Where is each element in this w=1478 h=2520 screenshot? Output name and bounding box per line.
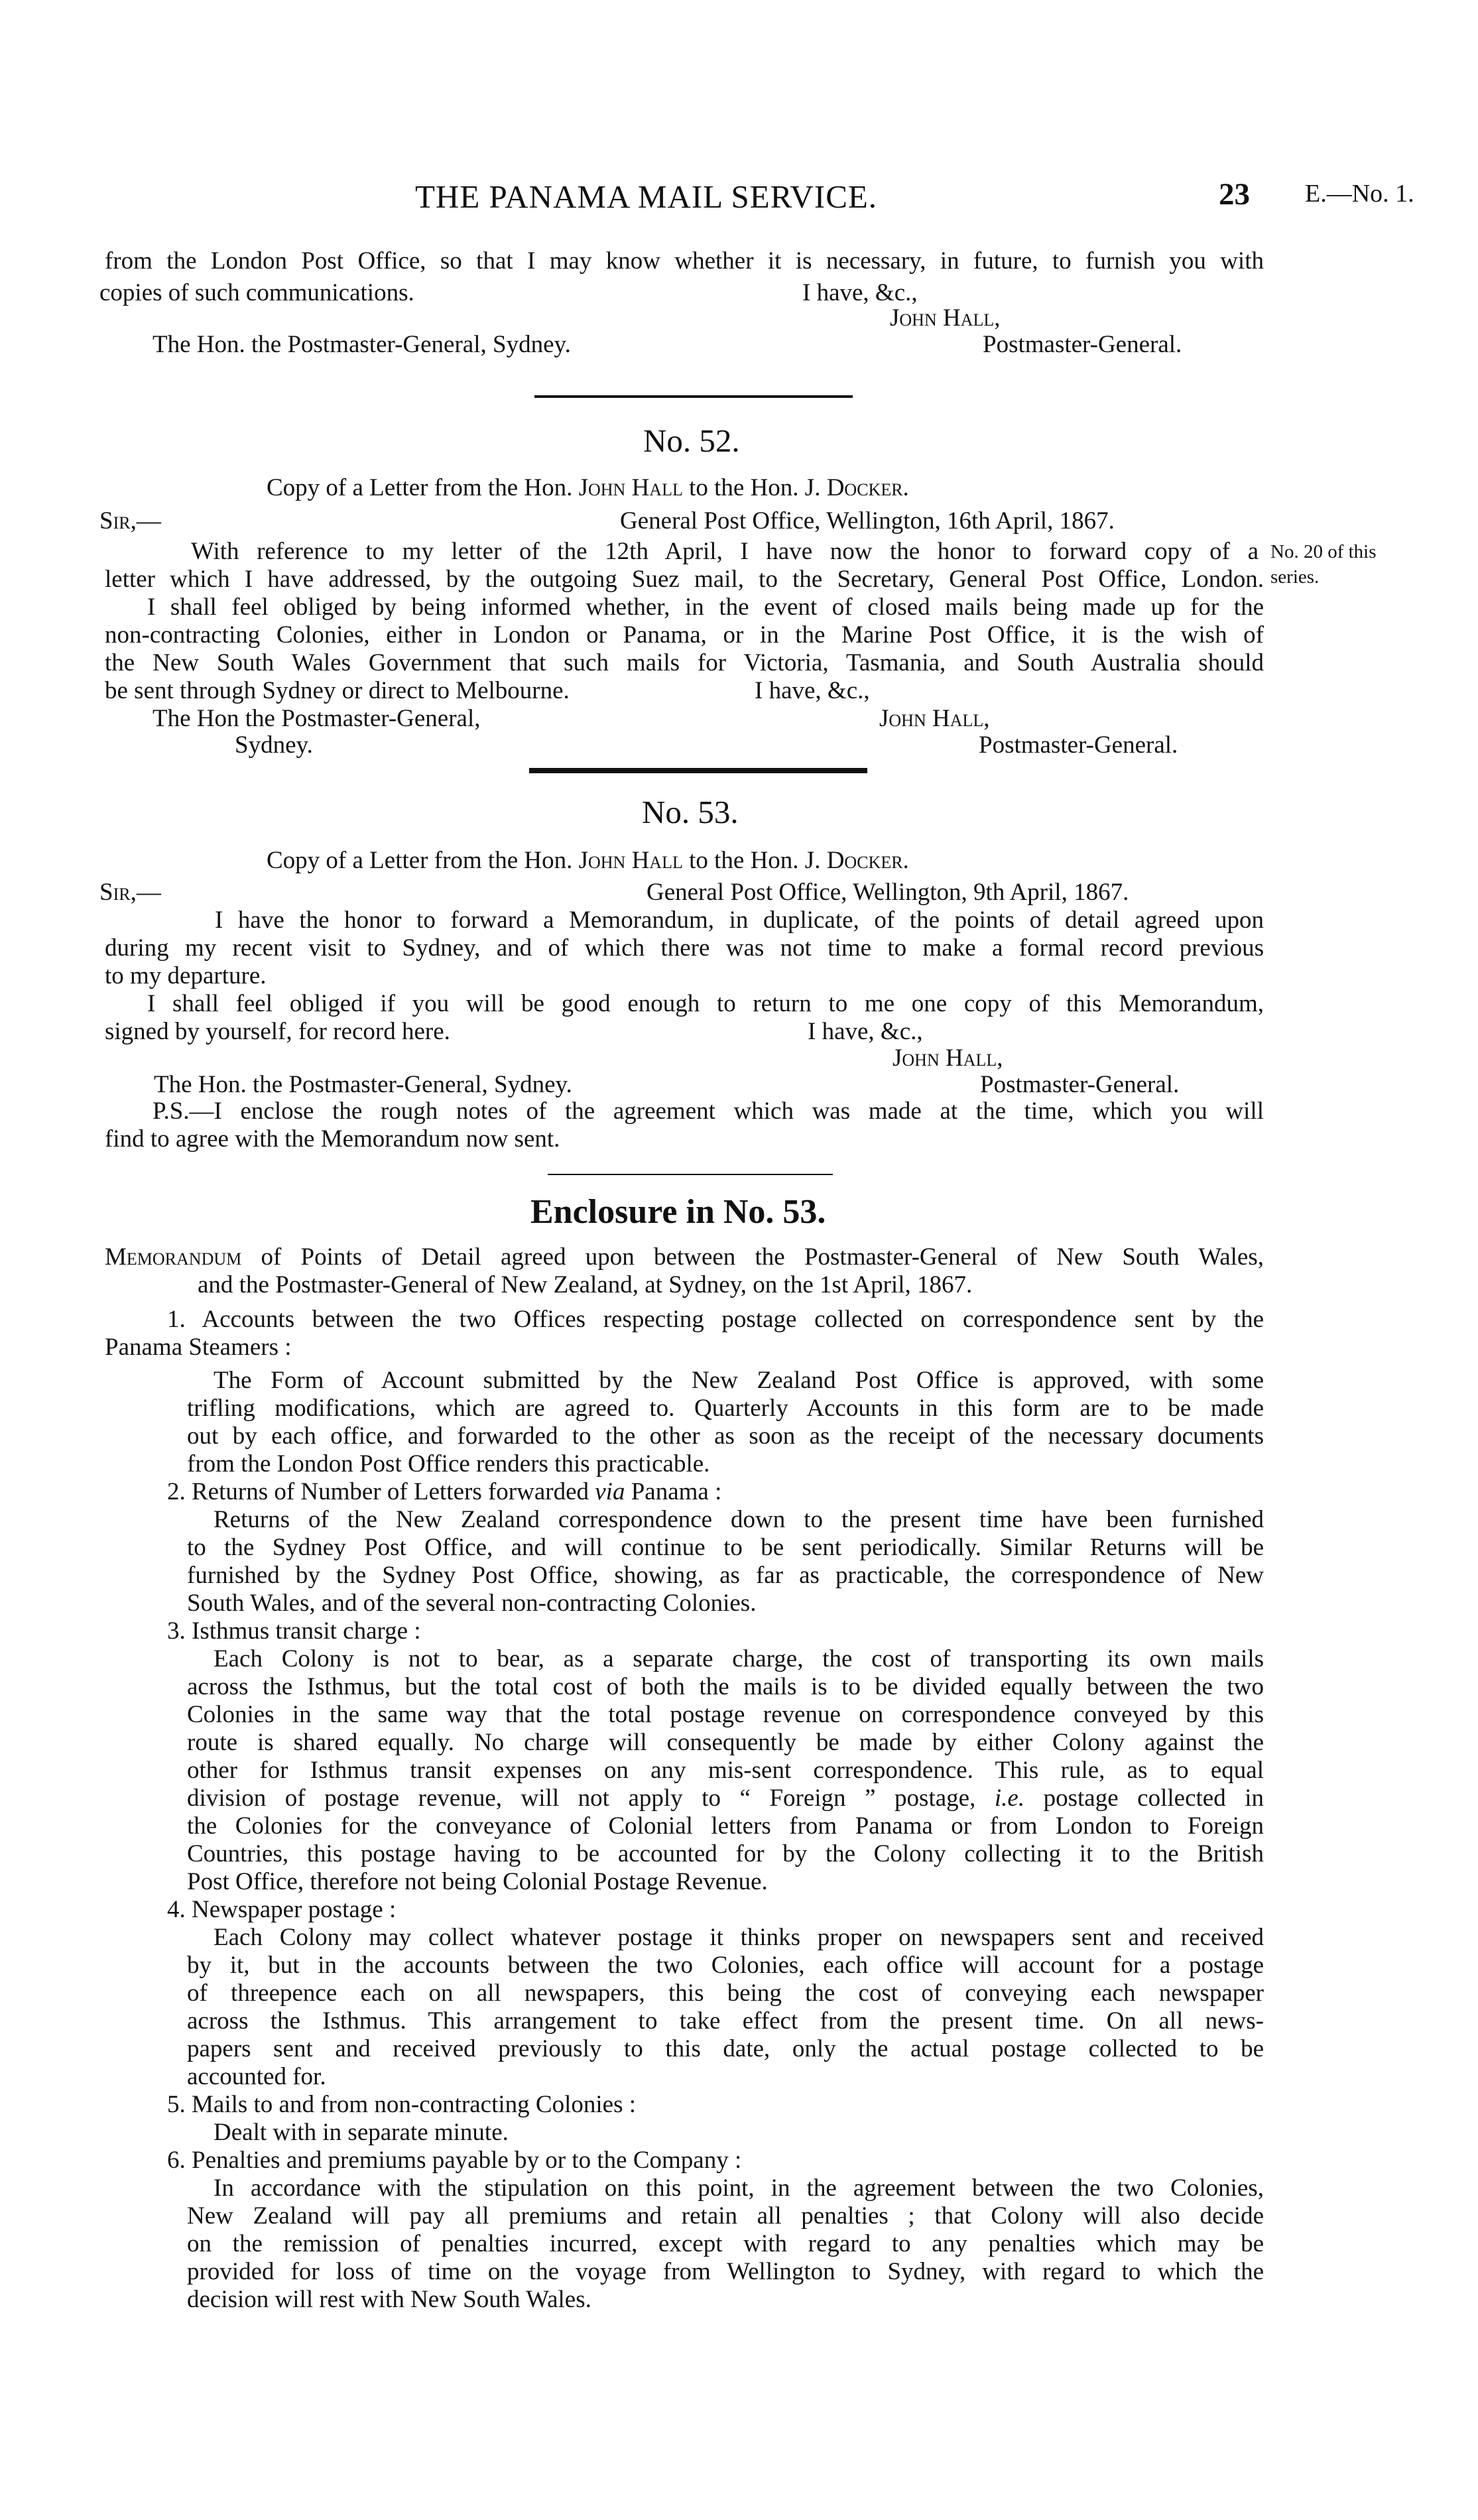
margin-note: No. 20 of this (1270, 541, 1377, 562)
body-line: be sent through Sydney or direct to Melbourne. (105, 677, 570, 704)
memo-line-italic: i.e. (994, 1785, 1025, 1812)
memo-line: In accordance with the stipulation on this point, in the agreement between the two Colonies, (214, 2174, 1264, 2202)
memo-point-heading (167, 1476, 721, 1508)
body-line: letter which I have addressed, by the outgoing Suez mail, to the Secretary, General Post Office, London. (105, 566, 1264, 593)
memo-point-heading: 3. Isthmus transit charge : (167, 1617, 421, 1645)
letter-number-heading: No. 53. (642, 794, 739, 830)
letter-number-heading: No. 52. (643, 422, 740, 459)
memo-line: furnished by the Sydney Post Office, showing, as far as practicable, the correspondence of New (187, 1562, 1264, 1589)
body-line: With reference to my letter of the 12th April, I have now the honor to forward copy of a (191, 538, 1259, 565)
memo-line: Colonies in the same way that the total postage revenue on correspondence conveyed by this (187, 1701, 1264, 1728)
signatory-title: Postmaster-General. (983, 331, 1182, 358)
memo-line: Each Colony may collect whatever postage it thinks proper on newspapers sent and received (214, 1924, 1264, 1951)
letter-title (267, 845, 909, 877)
memo-point-text: Panama : (631, 1478, 722, 1505)
memo-line: out by each office, and forwarded to the other as soon as the receipt of the necessary documents (187, 1422, 1264, 1450)
memo-point-heading: 5. Mails to and from non-contracting Colonies : (167, 2091, 636, 2118)
memo-point-text: 2. Returns of Number of Letters forwarded (167, 1478, 589, 1505)
memo-line: trifling modifications, which are agreed to. Quarterly Accounts in this form are to be made (187, 1395, 1264, 1422)
memo-line: the Colonies for the conveyance of Colonial letters from Panama or from London to Foreign (187, 1812, 1264, 1840)
memo-line: New Zealand will pay all premiums and retain all penalties ; that Colony will also decide (187, 2202, 1264, 2230)
body-line: signed by yourself, for record here. (105, 1018, 450, 1045)
continuation-line: copies of such communications. (99, 279, 414, 306)
continuation-line: from the London Post Office, so that I may know whether it is necessary, in future, to furnish you with (105, 247, 1264, 275)
letter-closing: I have, &c., (755, 677, 870, 704)
signature: John Hall, (893, 1044, 1003, 1072)
memo-line: route is shared equally. No charge will consequently be made by either Colony against the (187, 1729, 1264, 1756)
addressee: Sydney. (235, 731, 313, 759)
section-divider (534, 395, 853, 398)
memo-line: provided for loss of time on the voyage from Wellington to Sydney, with regard to which the (187, 2258, 1264, 2285)
recipient-intro: to the Hon. J. (689, 474, 821, 501)
copy-intro: Copy of a Letter from the Hon. (267, 474, 573, 501)
memo-line: papers sent and received previously to this date, only the actual postage collected to be (187, 2035, 1264, 2062)
sender-name: John Hall (578, 474, 683, 501)
memo-line: South Wales, and of the several non-contracting Colonies. (187, 1590, 757, 1617)
margin-note: series. (1270, 566, 1320, 588)
body-line: non-contracting Colonies, either in London or Panama, or in the Marine Post Office, it is the wish of (105, 621, 1264, 649)
addressee: The Hon the Postmaster-General, (153, 705, 481, 732)
salutation: Sir,— (99, 879, 161, 906)
body-line: I shall feel obliged if you will be good enough to return to me one copy of this Memorandum, (147, 990, 1264, 1017)
memo-point-heading: 4. Newspaper postage : (167, 1896, 397, 1923)
page-number: 23 (1219, 177, 1250, 212)
postscript-line: P.S.—I enclose the rough notes of the agreement which was made at the time, which you will (153, 1098, 1264, 1125)
body-line: I have the honor to forward a Memorandum, in duplicate, of the points of detail agreed upon (215, 907, 1264, 934)
signatory-title: Postmaster-General. (979, 731, 1178, 759)
signature: John Hall, (890, 304, 1001, 332)
letter-closing: I have, &c., (808, 1018, 923, 1045)
body-line: I shall feel obliged by being informed whether, in the event of closed mails being made up for the (147, 594, 1264, 621)
memorandum-label: Memorandum (105, 1243, 242, 1271)
place-date: General Post Office, Wellington, 16th April, 1867. (620, 507, 1115, 535)
section-divider (548, 1174, 833, 1175)
recipient-intro: to the Hon. J. (689, 847, 821, 874)
body-line: during my recent visit to Sydney, and of which there was not time to make a formal record previous (105, 934, 1264, 962)
memo-line-text: postage collected in (1043, 1785, 1264, 1812)
memo-line: Countries, this postage having to be accounted for by the Colony collecting it to the British (187, 1840, 1264, 1867)
memo-line: Post Office, therefore not being Colonial Postage Revenue. (187, 1868, 768, 1895)
memo-line (187, 1783, 1264, 1814)
memo-point-heading: 1. Accounts between the two Offices respecting postage collected on correspondence sent by the (167, 1306, 1264, 1333)
memo-line: decision will rest with New South Wales. (187, 2286, 591, 2313)
salutation: Sir,— (99, 507, 161, 535)
memo-line: by it, but in the accounts between the two Colonies, each office will account for a postage (187, 1952, 1264, 1979)
memo-line-text: division of postage revenue, will not apply to “ Foreign ” postage, (187, 1785, 976, 1812)
memo-line: accounted for. (187, 2063, 326, 2090)
memo-line: of threepence each on all newspapers, this being the cost of conveying each newspaper (187, 1980, 1264, 2007)
memorandum-intro-text: and the Postmaster-General of New Zealand, at Sydney, on the 1st April, 1867. (198, 1271, 973, 1298)
memo-point-italic: via (595, 1478, 625, 1505)
memo-point-heading: 6. Penalties and premiums payable by or to the Company : (167, 2147, 742, 2174)
letter-title (267, 472, 909, 504)
memo-line: The Form of Account submitted by the New Zealand Post Office is approved, with some (214, 1367, 1264, 1394)
memo-point-heading: Panama Steamers : (105, 1334, 292, 1361)
running-header-title: THE PANAMA MAIL SERVICE. (415, 178, 878, 215)
memo-line: across the Isthmus, but the total cost of both the mails is to be divided equally between the two (187, 1673, 1264, 1700)
memo-line: other for Isthmus transit expenses on any mis-sent correspondence. This rule, as to equal (187, 1757, 1264, 1784)
memo-line: Dealt with in separate minute. (214, 2119, 509, 2146)
addressee: The Hon. the Postmaster-General, Sydney. (153, 331, 571, 358)
document-reference: E.—No. 1. (1305, 180, 1414, 208)
recipient-name: Docker. (826, 474, 909, 501)
copy-intro: Copy of a Letter from the Hon. (267, 847, 573, 874)
place-date: General Post Office, Wellington, 9th April, 1867. (647, 879, 1129, 906)
body-line: the New South Wales Government that such mails for Victoria, Tasmania, and South Australia should (105, 649, 1264, 676)
addressee: The Hon. the Postmaster-General, Sydney. (154, 1071, 572, 1098)
signatory-title: Postmaster-General. (980, 1071, 1180, 1098)
memo-line: Each Colony is not to bear, as a separate charge, the cost of transporting its own mails (214, 1645, 1264, 1672)
memorandum-intro (105, 1241, 1264, 1273)
memo-line: Returns of the New Zealand correspondence down to the present time have been furnished (214, 1506, 1264, 1533)
recipient-name: Docker. (826, 847, 909, 874)
memo-line: on the remission of penalties incurred, except with regard to any penalties which may be (187, 2230, 1264, 2257)
memo-line: across the Isthmus. This arrangement to take effect from the present time. On all news- (187, 2007, 1264, 2035)
memorandum-intro-text: of Points of Detail agreed upon between the Postmaster-General of New South Wales, (261, 1243, 1264, 1271)
letter-closing: I have, &c., (802, 279, 918, 306)
sender-name: John Hall (578, 847, 683, 874)
enclosure-heading: Enclosure in No. 53. (530, 1193, 826, 1231)
body-line: to my departure. (105, 962, 267, 989)
memo-line: from the London Post Office renders this practicable. (187, 1450, 710, 1478)
section-divider (529, 768, 867, 773)
postscript-line: find to agree with the Memorandum now sent. (105, 1125, 560, 1153)
memo-line: to the Sydney Post Office, and will continue to be sent periodically. Similar Returns will be (187, 1534, 1264, 1561)
signature: John Hall, (879, 705, 990, 732)
